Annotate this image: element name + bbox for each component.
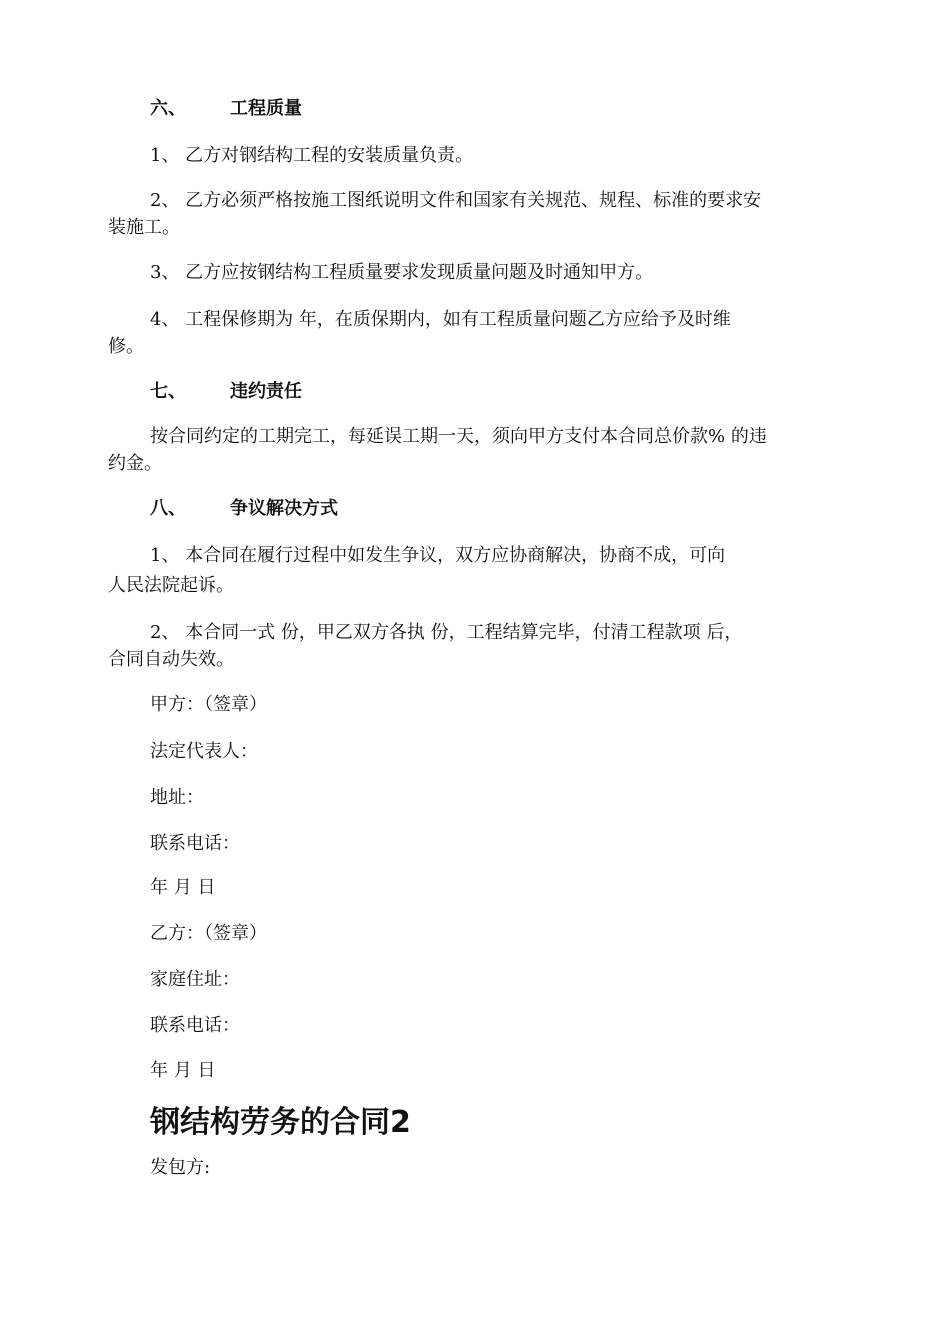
section-title: 争议解决方式	[230, 498, 338, 519]
section-number: 七、	[150, 381, 186, 402]
party-b-date: 年 月 日	[150, 1060, 216, 1081]
quality-item-2-line-1: 2、 乙方必须严格按施工图纸说明文件和国家有关规范、规程、标准的要求安	[150, 190, 762, 211]
section-number: 六、	[150, 98, 186, 119]
party-a-seal: 甲方：（签章）	[150, 694, 267, 715]
breach-text-line-1: 按合同约定的工期完工，每延误工期一天，须向甲方支付本合同总价款% 的违	[150, 426, 767, 447]
dispute-item-1-line-2: 人民法院起诉。	[108, 575, 234, 596]
section-heading-breach	[150, 380, 302, 404]
section-title: 工程质量	[230, 98, 302, 119]
document-title: 钢结构劳务的合同2	[150, 1105, 411, 1140]
breach-text-line-2: 约金。	[108, 453, 162, 474]
quality-item-2-line-2: 装施工。	[108, 217, 180, 238]
party-a-date: 年 月 日	[150, 877, 216, 898]
dispute-item-1-line-1: 1、 本合同在履行过程中如发生争议，双方应协商解决，协商不成，可向	[150, 545, 726, 566]
dispute-item-2-line-2: 合同自动失效。	[108, 649, 234, 670]
party-b-phone: 联系电话：	[150, 1015, 240, 1036]
contractor-label: 发包方:	[150, 1157, 211, 1178]
section-title: 违约责任	[230, 381, 302, 402]
section-number: 八、	[150, 498, 186, 519]
section-heading-quality	[150, 97, 302, 121]
party-b-seal: 乙方：（签章）	[150, 923, 267, 944]
quality-item-3: 3、 乙方应按钢结构工程质量要求发现质量问题及时通知甲方。	[150, 262, 654, 283]
party-b-home-address: 家庭住址：	[150, 969, 240, 990]
dispute-item-2-line-1: 2、 本合同一式 份，甲乙双方各执 份，工程结算完毕，付清工程款项 后，	[150, 622, 743, 643]
party-a-representative: 法定代表人：	[150, 741, 258, 762]
quality-item-1: 1、 乙方对钢结构工程的安装质量负责。	[150, 145, 474, 166]
quality-item-4-line-2: 修。	[108, 336, 144, 357]
quality-item-4-line-1: 4、 工程保修期为 年，在质保期内，如有工程质量问题乙方应给予及时维	[150, 309, 731, 330]
section-heading-dispute	[150, 497, 338, 521]
party-a-address: 地址：	[150, 787, 204, 808]
party-a-phone: 联系电话：	[150, 833, 240, 854]
